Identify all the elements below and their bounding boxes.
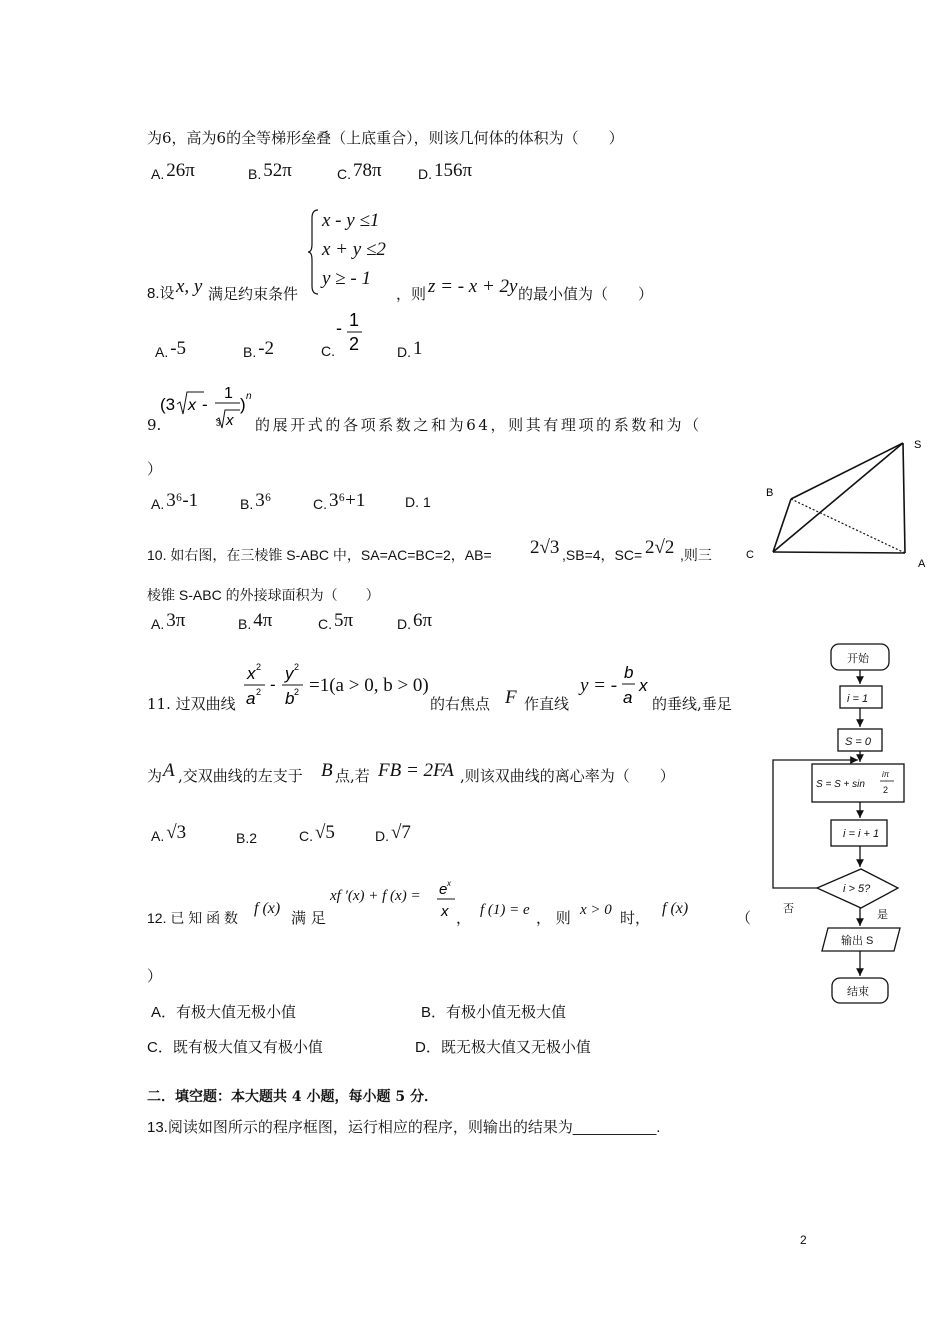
svg-text:2: 2 [256, 687, 262, 697]
svg-text:a: a [246, 689, 256, 708]
q8-option-c-label[interactable]: C. [321, 343, 335, 359]
q8-option-c-value [334, 308, 368, 358]
q12-option-a[interactable]: A．有极大值无极小值 [151, 1003, 297, 1021]
q10-line1c: ,则三 [680, 547, 712, 563]
q11-prefix: 11. 过双曲线 [147, 695, 236, 713]
q7-option-b[interactable]: B. 52π [248, 160, 292, 182]
q8-suffix: 的最小值为（ ） [518, 285, 654, 303]
q8-option-b[interactable]: B. -2 [243, 338, 275, 360]
q10-option-b[interactable]: B. 4π [238, 610, 273, 632]
q11-option-b[interactable]: B.2 [236, 830, 258, 846]
q9-option-d[interactable]: D. 1 [405, 494, 431, 510]
section-2-heading: 二．填空题：本大题共 4 小题，每小题 5 分． [147, 1089, 438, 1105]
q11-option-c[interactable]: C. √5 [299, 822, 335, 844]
q11-line2a: 为 [147, 767, 163, 785]
q8-option-a[interactable]: A. -5 [155, 338, 187, 360]
q12-prefix: 12. 已 知 函 数 [147, 910, 239, 926]
flowchart-end-label: 结束 [847, 986, 869, 998]
q11-condition: =1(a > 0, b > 0) [309, 675, 429, 696]
q11-line2b: ,交双曲线的左支于 [178, 767, 303, 785]
q10-option-c[interactable]: C. 5π [318, 610, 354, 632]
q8-constraint-1: x - y ≤1 [322, 210, 380, 231]
flowchart [765, 640, 915, 1015]
q10-option-d[interactable]: D. 6π [397, 610, 433, 632]
q12-close-paren: ） [147, 967, 163, 985]
q12-equation: xf ′(x) + f (x) = [330, 888, 421, 904]
q8-prefix: 8.设 [147, 285, 175, 302]
q13-stem: 13.阅读如图所示的程序框图，运行相应的程序，则输出的结果为__________. [147, 1119, 661, 1136]
svg-text:x: x [188, 397, 196, 414]
svg-text:a: a [623, 688, 633, 707]
q9-binomial-expression [160, 380, 252, 432]
svg-text:3: 3 [216, 419, 221, 428]
svg-text:2: 2 [256, 662, 262, 672]
q12-option-d[interactable]: D．既无极大值又无极小值 [415, 1038, 591, 1056]
q11-focus: F [505, 687, 517, 708]
svg-text:b: b [624, 663, 634, 682]
q11-point-b: B [321, 760, 333, 781]
figure-label-b: B [766, 487, 774, 499]
q11-option-a[interactable]: A. √3 [151, 822, 187, 844]
q11-vector-equation: FB = 2FA [378, 760, 454, 781]
svg-text:e: e [439, 881, 448, 898]
svg-text:x: x [639, 676, 648, 695]
q13-answer-blank[interactable]: __________ [572, 1119, 657, 1136]
figure-label-a: A [918, 558, 926, 570]
svg-text:(3: (3 [160, 395, 176, 414]
svg-text:2: 2 [883, 785, 889, 795]
svg-text:x: x [447, 879, 451, 888]
svg-text:b: b [285, 689, 295, 708]
q10-line1a: 10. 如右图，在三棱锥 S-ABC 中，SA=AC=BC=2，AB= [147, 547, 492, 563]
svg-text:x: x [441, 903, 449, 920]
q11-line2d: ,则该双曲线的离心率为（ ） [460, 767, 675, 785]
q7-option-a[interactable]: A. 26π [151, 160, 195, 182]
q8-constraint-2: x + y ≤2 [322, 239, 386, 260]
svg-text:-: - [336, 318, 342, 338]
q11-line-lhs: y = - [580, 675, 618, 696]
svg-text:2: 2 [294, 662, 300, 672]
q8-mid: 满足约束条件 [208, 285, 299, 303]
q9-option-a[interactable]: A. 3⁶-1 [151, 490, 199, 512]
flowchart-init-i-label: i = 1 [847, 693, 869, 705]
svg-text:y: y [285, 664, 294, 683]
q8-vars: x, y [176, 276, 203, 297]
svg-text:n: n [246, 391, 252, 402]
figure-label-c: C [746, 549, 754, 561]
svg-text:x: x [247, 664, 256, 683]
q12-condition: f (1) = e [480, 902, 530, 918]
q11-line2c: 点,若 [335, 767, 370, 785]
q7-option-d[interactable]: D. 156π [418, 160, 473, 182]
svg-text:1: 1 [349, 310, 360, 330]
q11-hyperbola-fractions [243, 657, 307, 713]
q11-mid3: 的垂线,垂足 [652, 695, 732, 713]
q12-rhs-fraction [436, 874, 458, 922]
svg-text:2: 2 [294, 687, 300, 697]
q10-line2: 棱锥 S-ABC 的外接球面积为（ ） [147, 587, 380, 603]
q10-option-a[interactable]: A. 3π [151, 610, 186, 632]
svg-text:-: - [202, 395, 208, 414]
q10-line1b: ,SB=4，SC= [562, 547, 643, 563]
figure-label-s: S [914, 439, 922, 451]
q7-option-c[interactable]: C. 78π [337, 160, 382, 182]
flowchart-init-s-label: S = 0 [845, 736, 871, 748]
q11-line-slope [620, 660, 652, 710]
q12-mid2: ， 则 [536, 909, 571, 927]
svg-text:1: 1 [224, 385, 233, 402]
flowchart-update-s-label: S = S + sin [816, 779, 865, 790]
q11-option-d[interactable]: D. √7 [375, 822, 411, 844]
q9-number: 9. [147, 416, 162, 434]
svg-text:-: - [270, 675, 276, 694]
flowchart-no-label: 否 [783, 903, 794, 915]
flowchart-yes-label: 是 [877, 909, 888, 921]
page-number: 2 [800, 1233, 807, 1247]
flowchart-output-label: 输出 S [841, 935, 874, 947]
q12-open-paren: （ [736, 909, 752, 927]
q8-brace [308, 208, 320, 296]
q10-sc-value: 2√2 [645, 537, 675, 558]
q11-mid1: 的右焦点 [430, 695, 491, 713]
svg-text:2: 2 [349, 334, 360, 354]
flowchart-start-label: 开始 [847, 653, 869, 665]
q8-then: ，则 [396, 285, 427, 303]
q12-mid1: 满 足 [291, 909, 326, 927]
pyramid-figure [740, 430, 940, 580]
q8-constraint-3: y ≥ - 1 [322, 268, 371, 289]
q9-close: ） [147, 460, 163, 478]
q9-option-c[interactable]: C. 3⁶+1 [313, 490, 366, 512]
q9-stem: 的展开式的各项系数之和为64，则其有理项的系数和为（ [255, 416, 702, 434]
q8-option-d[interactable]: D. 1 [397, 338, 423, 360]
q12-option-c[interactable]: C．既有极大值又有极小值 [147, 1038, 323, 1056]
q11-point-a: A [163, 760, 175, 781]
q11-mid2: 作直线 [524, 695, 570, 713]
q12-domain: x > 0 [580, 902, 612, 918]
q12-comma: ， [456, 909, 472, 927]
svg-text:x: x [226, 412, 234, 429]
svg-text:): ) [240, 395, 246, 414]
q12-option-b[interactable]: B．有极小值无极大值 [421, 1003, 567, 1021]
q9-option-b[interactable]: B. 3⁶ [240, 490, 272, 512]
q12-function-2: f (x) [662, 900, 689, 917]
flowchart-update-i-label: i = i + 1 [843, 828, 880, 840]
flowchart-condition-label: i > 5? [843, 883, 871, 895]
q10-ab-value: 2√3 [530, 537, 560, 558]
q8-objective: z = - x + 2y [428, 276, 518, 297]
q12-function: f (x) [254, 900, 281, 917]
svg-text:iπ: iπ [882, 770, 890, 779]
q12-mid3: 时， [620, 909, 651, 927]
q7-stem: 为6，高为6的全等梯形垒叠（上底重合），则该几何体的体积为（ ） [147, 129, 624, 147]
